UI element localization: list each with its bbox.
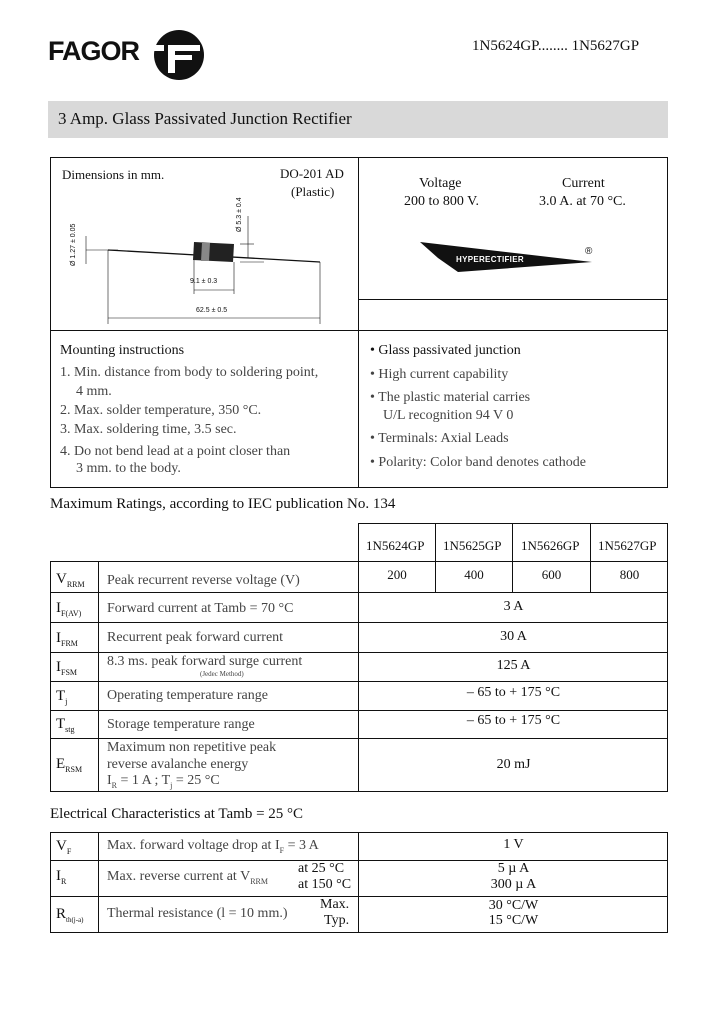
brand-logo-icon: [150, 29, 208, 81]
param-desc: Forward current at Tamb = 70 °C: [107, 601, 294, 616]
mounting-item: 1. Min. distance from body to soldering point,: [60, 365, 319, 380]
value-cell: 200: [387, 567, 407, 582]
row-divider: [50, 592, 668, 593]
param-desc: Max. reverse current at $V_{RRM}$: [107, 869, 268, 886]
current-value: 3.0 A. at 70 °C.: [539, 194, 626, 209]
col-header: 1N5625GP: [443, 538, 502, 553]
box-divider-vertical: [358, 157, 359, 488]
value-cell: 5 µ A: [497, 861, 530, 876]
symbol: $I_{F(AV)}$: [56, 600, 82, 618]
param-desc: 8.3 ms. peak forward surge current: [107, 654, 303, 669]
value-cell: 30 A: [500, 629, 527, 644]
param-desc: Max. forward voltage drop at $I_F = 3$ A: [107, 838, 319, 855]
row-divider: [50, 681, 668, 682]
condition: at 150 °C: [298, 877, 352, 892]
dim-body-diameter: Ø 5.3 ± 0.4: [236, 197, 243, 232]
symbol: $I_{FRM}$: [56, 630, 78, 648]
value-cell: 800: [619, 567, 640, 582]
param-desc: reverse avalanche energy: [107, 757, 249, 772]
feature-item: • The plastic material carries: [370, 390, 531, 405]
feature-item: U/L recognition 94 V 0: [383, 408, 514, 423]
condition: at 25 °C: [298, 861, 345, 876]
value-cell: 600: [541, 567, 562, 582]
box-divider-right: [358, 299, 668, 300]
brand-logo-text: FAGOR: [48, 36, 140, 66]
symbol: $R_{th(j-a)}$: [56, 906, 84, 924]
mounting-title: Mounting instructions: [60, 343, 185, 358]
value-cell: 125 A: [496, 658, 531, 673]
mounting-item: 2. Max. solder temperature, 350 °C.: [60, 403, 262, 418]
part-number-range: 1N5624GP........ 1N5627GP: [472, 38, 640, 54]
feature-item: • Terminals: Axial Leads: [370, 431, 509, 446]
voltage-value: 200 to 800 V.: [404, 194, 479, 209]
value-cell: 300 µ A: [490, 877, 537, 892]
param-desc: Peak recurrent reverse voltage (V): [107, 573, 300, 588]
param-desc: Maximum non repetitive peak: [107, 740, 277, 755]
value-cell: 1 V: [503, 837, 524, 852]
electrical-title: Electrical Characteristics at Tamb = 25 °C: [50, 806, 304, 822]
row-divider: [50, 710, 668, 711]
value-cell: 30 °C/W: [488, 898, 539, 913]
col-divider-symbol: [98, 832, 99, 933]
param-desc: Thermal resistance (l = 10 mm.): [107, 906, 288, 921]
value-cell: – 65 to + 175 °C: [466, 685, 561, 700]
mounting-item: 4. Do not bend lead at a point closer than: [60, 444, 291, 459]
current-label: Current: [562, 176, 605, 191]
symbol: $T_j$: [56, 688, 68, 706]
hyperectifier-text: HYPERECTIFIER: [456, 255, 524, 264]
param-desc: Recurrent peak forward current: [107, 630, 284, 645]
dim-body-length: 9.1 ± 0.3: [190, 278, 218, 285]
param-desc: Operating temperature range: [107, 688, 268, 703]
dimensions-label: Dimensions in mm.: [62, 167, 165, 182]
symbol: $T_{stg}$: [56, 716, 75, 734]
voltage-label: Voltage: [419, 176, 462, 191]
mounting-item: 3 mm. to the body.: [76, 461, 181, 476]
feature-item: • High current capability: [370, 367, 509, 382]
mounting-item: 3. Max. soldering time, 3.5 sec.: [60, 422, 237, 437]
symbol: $E_{RSM}$: [56, 756, 83, 774]
value-cell: 400: [464, 567, 484, 582]
condition: Typ.: [324, 913, 350, 928]
feature-item: • Glass passivated junction: [370, 343, 521, 358]
col-header: 1N5624GP: [366, 538, 425, 553]
row-divider: [50, 738, 668, 739]
param-desc: Storage temperature range: [107, 717, 255, 732]
row-divider: [50, 652, 668, 653]
row-divider: [50, 622, 668, 623]
package-type: (Plastic): [291, 184, 335, 199]
col-header: 1N5627GP: [598, 538, 657, 553]
max-ratings-title: Maximum Ratings, according to IEC publication No. 134: [50, 496, 396, 512]
condition: Max.: [320, 897, 350, 912]
feature-item: • Polarity: Color band denotes cathode: [370, 455, 587, 470]
value-cell: 20 mJ: [496, 757, 531, 772]
symbol: $I_R$: [56, 868, 67, 886]
symbol: $I_{FSM}$: [56, 659, 78, 677]
col-header: 1N5626GP: [521, 538, 580, 553]
param-note: (Jedec Method): [200, 670, 244, 678]
value-cell: 15 °C/W: [488, 913, 539, 928]
param-desc: $I_R = 1$ A ; $T_j = 25$ °C: [107, 773, 220, 790]
package-code: DO-201 AD: [280, 166, 344, 181]
symbol: $V_{RRM}$: [56, 571, 85, 589]
col-divider-symbol: [98, 561, 99, 792]
value-cell: 3 A: [503, 599, 524, 614]
dim-total-length: 62.5 ± 0.5: [196, 307, 228, 314]
value-cell: – 65 to + 175 °C: [466, 713, 561, 728]
row-divider: [50, 896, 668, 897]
dim-lead-diameter: Ø 1.27 ± 0.05: [70, 223, 77, 266]
registered-mark: ®: [585, 246, 593, 257]
page-title: 3 Amp. Glass Passivated Junction Rectifier: [58, 109, 352, 128]
symbol: $V_F$: [56, 838, 72, 856]
mounting-item: 4 mm.: [76, 384, 112, 399]
